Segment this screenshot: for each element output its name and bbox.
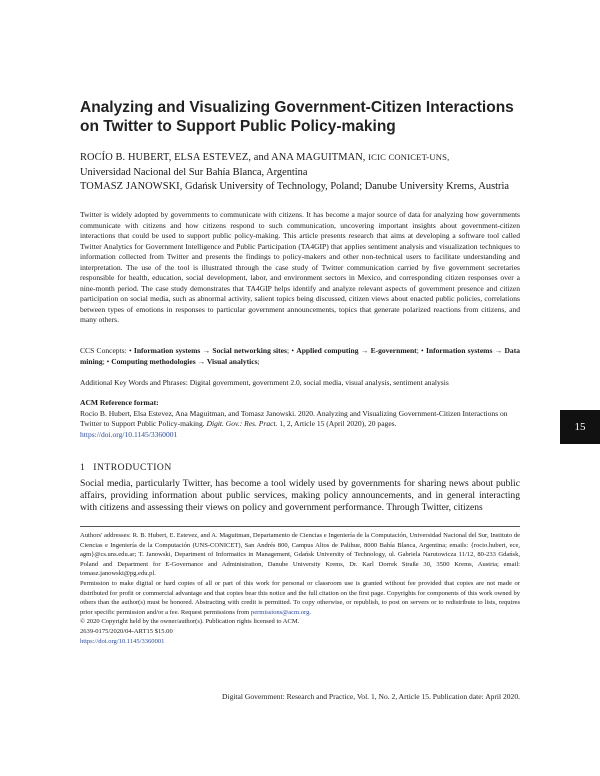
author-line-3	[80, 180, 520, 195]
author-names: ROCÍO B. HUBERT, ELSA ESTEVEZ, and ANA MAGUITMAN,	[80, 152, 366, 163]
ccs-separator: ; •	[102, 356, 110, 366]
author-affiliation-short: ICIC CONICET-UNS,	[368, 152, 450, 162]
ccs-concept-4: Computing methodologies → Visual analytics	[111, 356, 258, 366]
ccs-separator: ; •	[416, 346, 424, 355]
ccs-prefix: CCS Concepts: •	[80, 346, 132, 355]
page-footer: Digital Government: Research and Practice, Vol. 1, No. 2, Article 15. Publication date: April 2020.	[222, 692, 520, 701]
section-heading-introduction	[80, 462, 520, 473]
paper-title: Analyzing and Visualizing Government-Citizen Interactions on Twitter to Support Public Policy-making	[80, 99, 514, 135]
footnote-block	[80, 531, 520, 646]
ccs-concepts	[80, 346, 520, 367]
keywords: Additional Key Words and Phrases: Digital government, government 2.0, social media, visual analysis, sentiment analysis	[80, 378, 449, 387]
footnote-copyright: © 2020 Copyright held by the owner/author(s). Publication rights licensed to ACM.	[80, 618, 300, 626]
permission-text: Permission to make digital or hard copies of all or part of this work for personal or classroom use is granted without fee provided that copies are not made or distributed for profit or commercial advantage and that copies bear this notice and the full citation on the first page. Copyrights for components of this work owned by others than the author(s) must be honored. Abstracting with credit is permitted. To copy otherwise, or republish, to post on servers or to redistribute to lists, requires prior specific permission and/or a fee. Request permissions from	[80, 579, 520, 616]
ccs-concept-2: Applied computing → E-government	[296, 346, 417, 355]
citation-text: Rocío B. Hubert, Elsa Estevez, Ana Maguitman, and Tomasz Janowski. 2020. Analyzing and Visualizing Government-Citizen Interactions on Twitter to Support Public Policy-making.	[80, 408, 508, 429]
doi-link[interactable]: https://doi.org/10.1145/3360001	[80, 429, 178, 439]
citation-journal: Digit. Gov.: Res. Pract.	[206, 419, 278, 429]
article-number-tab: 15	[560, 410, 600, 444]
abstract: Twitter is widely adopted by governments to communicate with citizens. It has become a major source of data for analyzing how governments communicate with citizens and how citizens respond to such communication, uncovering important insights about government-citizen interactions that could be used to support public policy-making. This article presents research that aims at developing a software tool called Twitter Analytics for Government Intelligence and Public Participation (TA4GIP) that applies sentiment analysis and visualization techniques to information collected from Twitter and presents the findings to policy-makers and other non-technical users to facilitate understanding and interpretation. The use of the tool is illustrated through the case study of Twitter communication carried by five government secretaries responsible for health, education, social development, labor, and environment sectors in Mexico, and corresponding citizen responses over a nine-month period. The case study demonstrates that TA4GIP helps identify and analyze relevant aspects of government presence and citizen participation on social media, such as abnormal activity, salient topics being discussed, citizen views about enacted public policies, correlations between types of emotions in responses to particular government announcements, topics that generate polarized reactions from citizens, and many others.	[80, 210, 520, 325]
author-affiliation-janowski: Gdańsk University of Technology, Poland; Danube University Krems, Austria	[185, 181, 509, 192]
author-block	[80, 150, 520, 195]
footnote-divider	[80, 526, 520, 527]
ccs-separator: ; •	[286, 346, 294, 355]
acm-reference-citation	[80, 409, 520, 430]
footnote-permission	[80, 579, 520, 617]
section-number: 1	[80, 462, 86, 473]
permissions-email-link[interactable]: permissions@acm.org	[250, 608, 310, 616]
permission-end: .	[309, 608, 312, 616]
footnote-addresses: Authors' addresses: R. B. Hubert, E. Estevez, and A. Maguitman, Departamento de Ciencias e Ingeniería de la Computación, Universidad Nacional del Sur, Instituto de Ciencias e Ingeniería de la Computación (UNS-CONICET), San Andrés 800, Campus Altos de Palihue, 8000 Bahía Blanca, Argentina; emails: {rocio.hubert, ece, agm}@cs.uns.edu.ar; T. Janowski, Department of Informatics in Management, Gdańsk University of Technology, ul. Gabriela Narutowicza 11/12, 80-233 Gdańsk, Poland and Department for E-Governance and Administration, Danube University Krems, Dr. Karl Dorrek Straße 30, 3500 Krems, Austria; email: tomasz.janowski@pg.edu.pl.	[80, 532, 520, 578]
author-name-janowski: TOMASZ JANOWSKI,	[80, 181, 183, 192]
ccs-concept-1: Information systems → Social networking sites	[133, 346, 287, 355]
section-title: INTRODUCTION	[93, 462, 172, 473]
acm-reference-label: ACM Reference format:	[80, 398, 159, 407]
ccs-concept-3: Information systems → Data mining	[80, 346, 520, 366]
author-line-2: Universidad Nacional del Sur Bahía Blanca, Argentina	[80, 166, 308, 178]
citation-details: 1, 2, Article 15 (April 2020), 20 pages.	[279, 419, 397, 429]
acm-reference	[80, 398, 520, 440]
author-line-1	[80, 150, 520, 166]
footnote-issn: 2639-0175/2020/04-ART15 $15.00	[80, 627, 173, 635]
footnote-doi-link[interactable]: https://doi.org/10.1145/3360001	[80, 637, 165, 645]
introduction-body: Social media, particularly Twitter, has become a tool widely used by governments for sharing news about public affairs, providing information about public services, making policy announcements, and in general interacting with citizens and assessing their views on policy and government performance. Through Twitter, citizens	[80, 478, 520, 514]
ccs-end: ;	[257, 356, 260, 366]
